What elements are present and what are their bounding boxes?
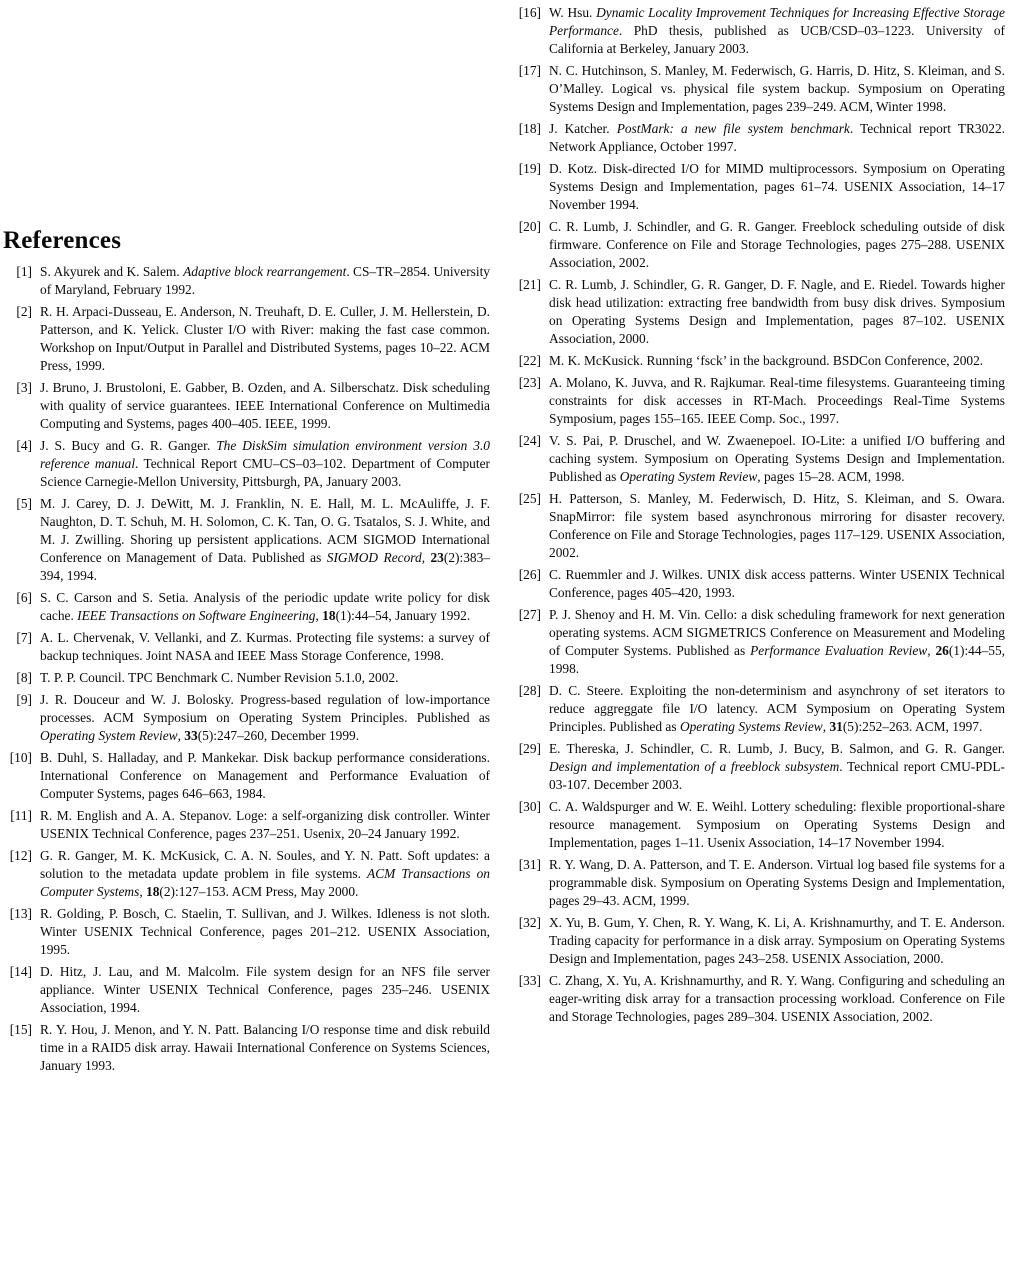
reference-number: [3] [16, 380, 32, 395]
reference-number: [26] [518, 567, 541, 582]
reference-item [3, 303, 490, 375]
reference-text: J. S. Bucy and G. R. Ganger. The DiskSim simulation environment version 3.0 reference manual. Technical Report CMU–CS–03–102. Department of Computer Science Carnegie-Mellon University, Pittsburgh, PA, January 2003. [40, 438, 490, 489]
reference-text: W. Hsu. Dynamic Locality Improvement Techniques for Increasing Effective Storage Performance. PhD thesis, published as UCB/CSD–03–1223. University of California at Berkeley, January 2003. [549, 5, 1005, 56]
reference-item [512, 432, 1005, 486]
reference-text: N. C. Hutchinson, S. Manley, M. Federwisch, G. Harris, D. Hitz, S. Kleiman, and S. O’Malley. Logical vs. physical file system backup. Symposium on Operating Systems Design and Implementation, pages 239–249. ACM, Winter 1998. [549, 63, 1005, 114]
reference-item [3, 669, 490, 687]
reference-text: R. Y. Hou, J. Menon, and Y. N. Patt. Balancing I/O response time and disk rebuild time in a RAID5 disk array. Hawaii International Conference on Systems Sciences, January 1993. [40, 1022, 490, 1073]
reference-text: M. K. McKusick. Running ‘fsck’ in the background. BSDCon Conference, 2002. [549, 353, 984, 368]
reference-text: A. Molano, K. Juvva, and R. Rajkumar. Real-time filesystems. Guaranteeing timing constraints for disk accesses in RT-Mach. Proceedings Real-Time Systems Symposium, pages 155–165. IEEE Comp. Soc., 1997. [549, 375, 1005, 426]
reference-number: [23] [518, 375, 541, 390]
reference-text: R. Y. Wang, D. A. Patterson, and T. E. Anderson. Virtual log based file systems for a programmable disk. Symposium on Operating Systems Design and Implementation, pages 29–43. ACM, 1999. [549, 857, 1005, 908]
reference-text: X. Yu, B. Gum, Y. Chen, R. Y. Wang, K. Li, A. Krishnamurthy, and T. E. Anderson. Trading capacity for performance in a disk array. Symposium on Operating Systems Design and Implementation, pages 243–258. USENIX Association, 2000. [549, 915, 1005, 966]
reference-item [512, 276, 1005, 348]
reference-text: D. Hitz, J. Lau, and M. Malcolm. File system design for an NFS file server appliance. Winter USENIX Technical Conference, pages 235–246. USENIX Association, 1994. [40, 964, 490, 1015]
reference-item [512, 374, 1005, 428]
reference-number: [30] [518, 799, 541, 814]
reference-item [3, 379, 490, 433]
reference-item [512, 566, 1005, 602]
reference-item [3, 807, 490, 843]
reference-number: [13] [9, 906, 32, 921]
reference-number: [1] [16, 264, 32, 279]
reference-number: [9] [16, 692, 32, 707]
reference-text: P. J. Shenoy and H. M. Vin. Cello: a disk scheduling framework for next generation operating systems. ACM SIGMETRICS Conference on Measurement and Modeling of Computer Systems. Published as Performance Evaluation Review, 26(1):44–55, 1998. [549, 607, 1006, 676]
reference-number: [12] [9, 848, 32, 863]
reference-text: B. Duhl, S. Halladay, and P. Mankekar. Disk backup performance considerations. International Conference on Management and Performance Evaluation of Computer Systems, pages 646–663, 1984. [40, 750, 490, 801]
reference-text: A. L. Chervenak, V. Vellanki, and Z. Kurmas. Protecting file systems: a survey of backup techniques. Joint NASA and IEEE Mass Storage Conference, 1998. [40, 630, 490, 663]
reference-text: R. H. Arpaci-Dusseau, E. Anderson, N. Treuhaft, D. E. Culler, J. M. Hellerstein, D. Patterson, and K. Yelick. Cluster I/O with River: making the fast case common. Workshop on Input/Output in Parallel and Distributed Systems, pages 10–22. ACM Press, 1999. [40, 304, 490, 373]
reference-text: J. Katcher. PostMark: a new file system benchmark. Technical report TR3022. Network Appliance, October 1997. [549, 121, 1006, 154]
reference-number: [32] [518, 915, 541, 930]
reference-item [512, 682, 1005, 736]
reference-number: [11] [10, 808, 32, 823]
reference-number: [25] [518, 491, 541, 506]
reference-item [3, 749, 490, 803]
reference-number: [17] [518, 63, 541, 78]
reference-number: [5] [16, 496, 32, 511]
reference-item [512, 4, 1005, 58]
right-column [512, 0, 1005, 1079]
reference-item [512, 62, 1005, 116]
reference-text: J. R. Douceur and W. J. Bolosky. Progress-based regulation of low-importance processes. ACM Symposium on Operating System Principles. Published as Operating System Review, 33(5):247–260, December 1999. [40, 692, 490, 743]
reference-text: D. Kotz. Disk-directed I/O for MIMD multiprocessors. Symposium on Operating Systems Design and Implementation, pages 61–74. USENIX Association, 14–17 November 1994. [549, 161, 1005, 212]
reference-number: [2] [16, 304, 32, 319]
reference-item [3, 905, 490, 959]
left-column [3, 0, 490, 1079]
reference-item [512, 120, 1005, 156]
reference-number: [28] [518, 683, 541, 698]
reference-item [512, 352, 1005, 370]
reference-item [512, 606, 1005, 678]
reference-text: J. Bruno, J. Brustoloni, E. Gabber, B. Ozden, and A. Silberschatz. Disk scheduling with quality of service guarantees. IEEE International Conference on Multimedia Computing and Systems, pages 400–405. IEEE, 1999. [40, 380, 490, 431]
reference-number: [16] [518, 5, 541, 20]
reference-item [3, 1021, 490, 1075]
reference-number: [15] [9, 1022, 32, 1037]
reference-text: C. Zhang, X. Yu, A. Krishnamurthy, and R. Y. Wang. Configuring and scheduling an eager-writing disk array for a transaction processing workload. Conference on File and Storage Technologies, pages 289–304. USENIX Association, 2002. [549, 973, 1005, 1024]
reference-item [3, 963, 490, 1017]
reference-text: T. P. P. Council. TPC Benchmark C. Number Revision 5.1.0, 2002. [40, 670, 399, 685]
reference-item [512, 972, 1005, 1026]
reference-text: C. Ruemmler and J. Wilkes. UNIX disk access patterns. Winter USENIX Technical Conference, pages 405–420, 1993. [549, 567, 1005, 600]
reference-number: [18] [518, 121, 541, 136]
reference-number: [19] [518, 161, 541, 176]
reference-text: S. C. Carson and S. Setia. Analysis of the periodic update write policy for disk cache. IEEE Transactions on Software Engineering, 18(1):44–54, January 1992. [40, 590, 490, 623]
reference-text: V. S. Pai, P. Druschel, and W. Zwaenepoel. IO-Lite: a unified I/O buffering and caching system. Symposium on Operating Systems Design and Implementation. Published as Operating System Review, pages 15–28. ACM, 1998. [549, 433, 1005, 484]
reference-number: [7] [16, 630, 32, 645]
reference-text: R. Golding, P. Bosch, C. Staelin, T. Sullivan, and J. Wilkes. Idleness is not sloth. Winter USENIX Technical Conference, pages 201–212. USENIX Association, 1995. [40, 906, 490, 957]
reference-item [512, 914, 1005, 968]
reference-item [3, 589, 490, 625]
reference-text: S. Akyurek and K. Salem. Adaptive block rearrangement. CS–TR–2854. University of Maryland, February 1992. [40, 264, 490, 297]
reference-item [512, 490, 1005, 562]
reference-item [3, 629, 490, 665]
reference-text: C. A. Waldspurger and W. E. Weihl. Lottery scheduling: flexible proportional-share resource management. Symposium on Operating Systems Design and Implementation, pages 1–11. Usenix Association, 14–17 November 1994. [549, 799, 1005, 850]
reference-number: [22] [518, 353, 541, 368]
reference-item [512, 160, 1005, 214]
reference-number: [24] [518, 433, 541, 448]
reference-item [3, 495, 490, 585]
references-heading: References [3, 227, 122, 254]
reference-number: [14] [9, 964, 32, 979]
reference-text: R. M. English and A. A. Stepanov. Loge: a self-organizing disk controller. Winter USENIX Technical Conference, pages 237–251. Usenix, 20–24 January 1992. [40, 808, 490, 841]
reference-number: [4] [16, 438, 32, 453]
reference-number: [31] [518, 857, 541, 872]
reference-number: [29] [518, 741, 541, 756]
reference-item [3, 847, 490, 901]
reference-text: D. C. Steere. Exploiting the non-determinism and asynchrony of set iterators to reduce aggreggate file I/O latency. ACM Symposium on Operating System Principles. Published as Operating Systems Review, 31(5):252–263. ACM, 1997. [549, 683, 1005, 734]
reference-text: E. Thereska, J. Schindler, C. R. Lumb, J. Bucy, B. Salmon, and G. R. Ganger. Design and implementation of a freeblock subsystem. Technical report CMU-PDL-03-107. December 2003. [549, 741, 1005, 792]
reference-item [3, 691, 490, 745]
reference-number: [6] [16, 590, 32, 605]
reference-number: [10] [9, 750, 32, 765]
reference-item [512, 856, 1005, 910]
reference-text: C. R. Lumb, J. Schindler, and G. R. Ganger. Freeblock scheduling outside of disk firmware. Conference on File and Storage Technologies, pages 275–288. USENIX Association, 2002. [549, 219, 1005, 270]
reference-number: [33] [518, 973, 541, 988]
reference-item [3, 263, 490, 299]
references-list-left [3, 263, 490, 1075]
reference-text: M. J. Carey, D. J. DeWitt, M. J. Franklin, N. E. Hall, M. L. McAuliffe, J. F. Naughton, D. T. Schuh, M. H. Solomon, C. K. Tan, O. G. Tsatalos, S. J. White, and M. J. Zwilling. Shoring up persistent applications. ACM SIGMOD International Conference on Management of Data. Published as SIGMOD Record, 23(2):383–394, 1994. [40, 496, 490, 583]
reference-number: [8] [16, 670, 32, 685]
reference-item [512, 218, 1005, 272]
reference-text: G. R. Ganger, M. K. McKusick, C. A. N. Soules, and Y. N. Patt. Soft updates: a solution to the metadata update problem in file systems. ACM Transactions on Computer Systems, 18(2):127–153. ACM Press, May 2000. [40, 848, 490, 899]
reference-number: [27] [518, 607, 541, 622]
reference-text: C. R. Lumb, J. Schindler, G. R. Ganger, D. F. Nagle, and E. Riedel. Towards higher disk head utilization: extracting free bandwidth from busy disk drives. Symposium on Operating Systems Design and Implementation, pages 87–102. USENIX Association, 2000. [549, 277, 1005, 346]
references-list-right [512, 4, 1005, 1026]
reference-text: H. Patterson, S. Manley, M. Federwisch, D. Hitz, S. Kleiman, and S. Owara. SnapMirror: file system based asynchronous mirroring for disaster recovery. Conference on File and Storage Technologies, pages 117–129. USENIX Association, 2002. [549, 491, 1005, 560]
reference-number: [20] [518, 219, 541, 234]
reference-number: [21] [518, 277, 541, 292]
reference-item [512, 740, 1005, 794]
reference-item [3, 437, 490, 491]
reference-item [512, 798, 1005, 852]
